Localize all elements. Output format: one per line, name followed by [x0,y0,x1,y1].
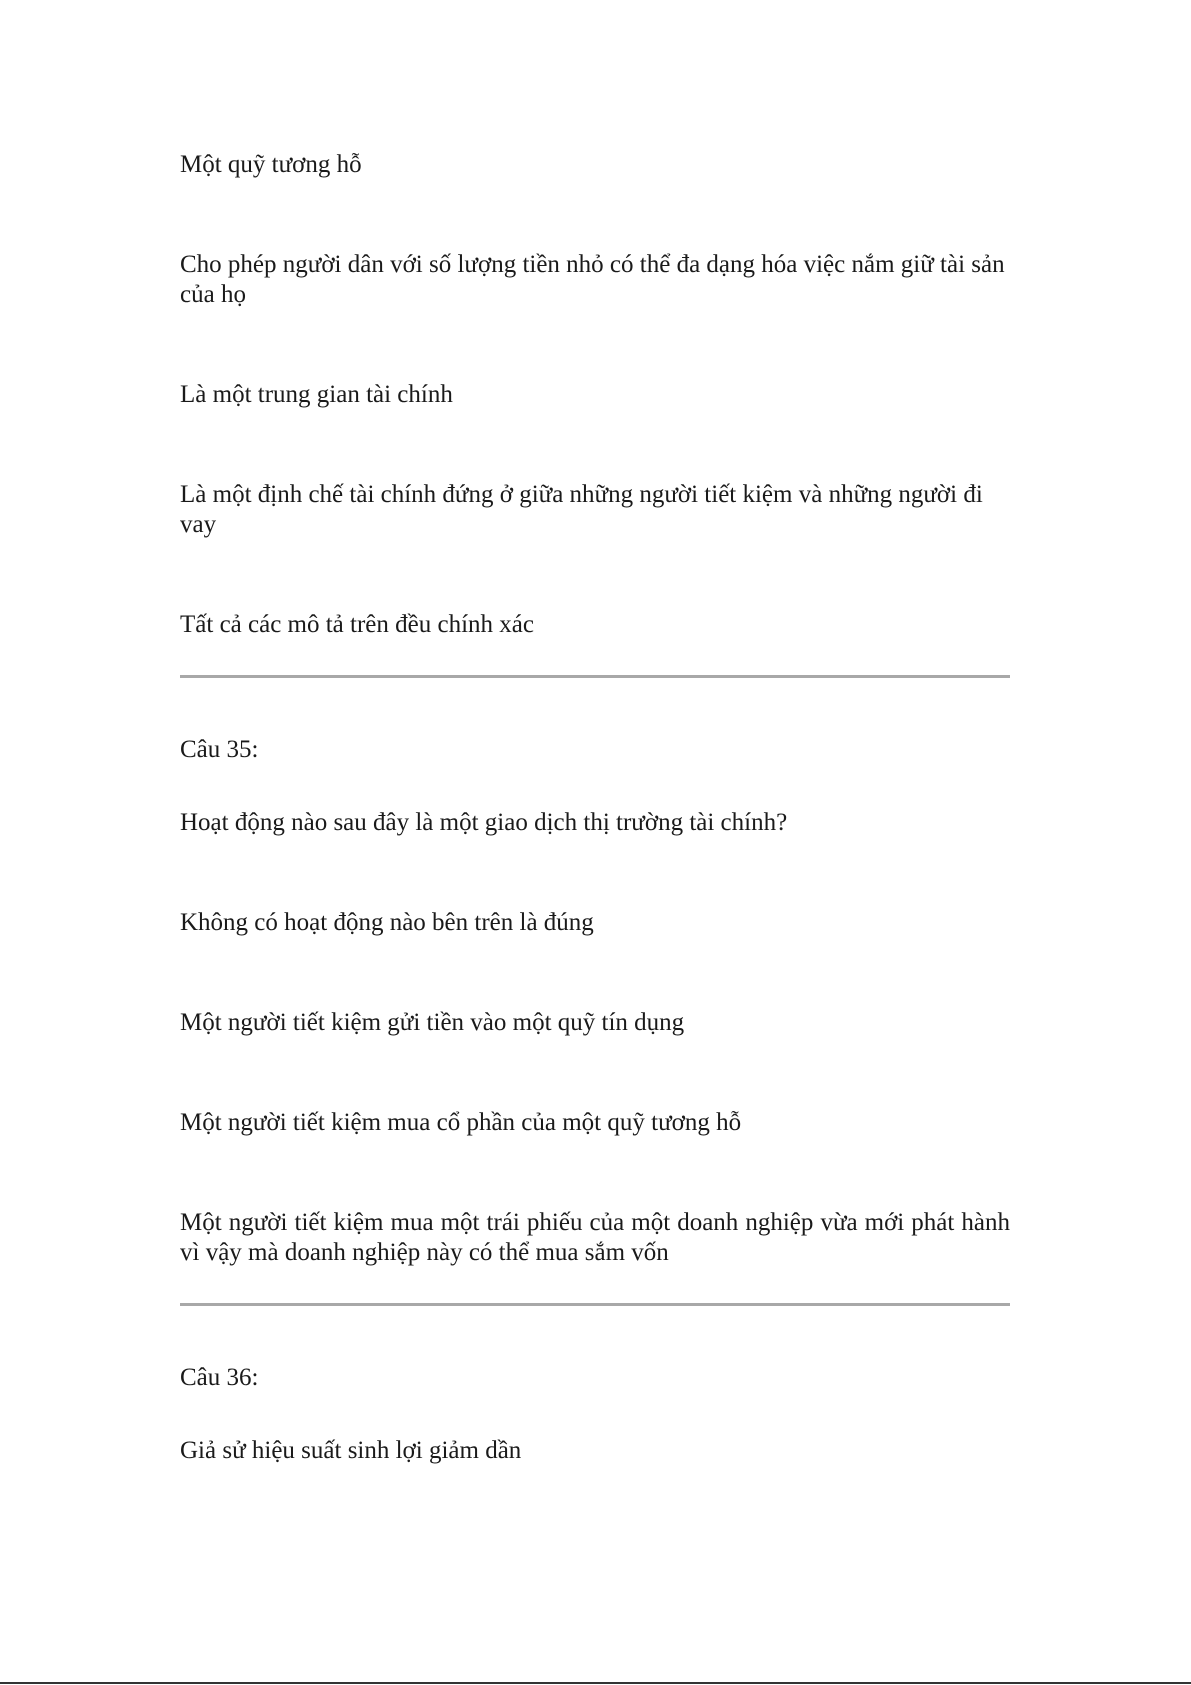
q34-option-2: Cho phép người dân với số lượng tiền nhỏ có thể đa dạng hóa việc nắm giữ tài sản của họ [180,251,1005,308]
q34-option-1: Một quỹ tương hỗ [180,151,362,178]
q35-option-1: Không có hoạt động nào bên trên là đúng [180,909,594,936]
q35-label: Câu 35: [180,736,259,763]
q35-option-4: Một người tiết kiệm mua một trái phiếu của một doanh nghiệp vừa mới phát hành vì vậy mà doanh nghiệp này có thể mua sắm vốn [180,1209,1010,1266]
q35-option-2: Một người tiết kiệm gửi tiền vào một quỹ tín dụng [180,1009,685,1036]
question-divider [180,675,1010,678]
question-divider [180,1303,1010,1306]
q36-prompt: Giả sử hiệu suất sinh lợi giảm dần [180,1437,522,1464]
q36-label: Câu 36: [180,1364,259,1391]
q35-prompt: Hoạt động nào sau đây là một giao dịch thị trường tài chính? [180,809,788,836]
q34-option-4: Là một định chế tài chính đứng ở giữa những người tiết kiệm và những người đi vay [180,481,983,538]
q34-option-3: Là một trung gian tài chính [180,381,453,408]
q35-option-3: Một người tiết kiệm mua cổ phần của một quỹ tương hỗ [180,1109,742,1136]
page-bottom-edge [0,1682,1191,1684]
q34-option-5: Tất cả các mô tả trên đều chính xác [180,611,534,638]
